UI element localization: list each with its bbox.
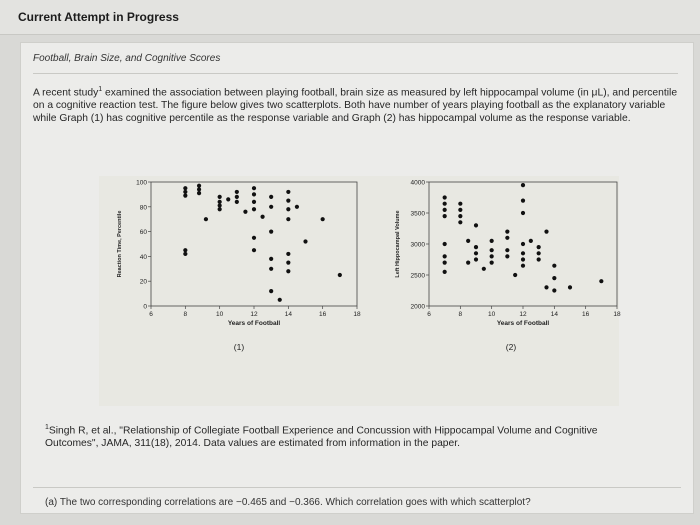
x-tick-label: 8 [458, 311, 463, 318]
data-point [278, 298, 282, 302]
data-point [443, 195, 447, 199]
data-point [286, 190, 290, 194]
divider [33, 73, 678, 74]
intro-text-start: A recent study [33, 87, 99, 99]
x-tick-label: 6 [427, 311, 431, 318]
data-point [260, 215, 264, 219]
scatterplots-svg [99, 176, 619, 406]
data-point [197, 184, 201, 188]
data-point [321, 217, 325, 221]
data-point [537, 251, 541, 255]
top-bar [0, 0, 700, 35]
page-title: Current Attempt in Progress [18, 10, 179, 24]
y-tick-label: 40 [139, 253, 147, 261]
graph-caption: (1) [233, 342, 245, 352]
data-point [269, 289, 273, 293]
data-point [269, 267, 273, 271]
data-point [286, 269, 290, 273]
data-point [505, 248, 509, 252]
y-tick-label: 60 [139, 229, 147, 237]
data-point [490, 239, 494, 243]
data-point [252, 207, 256, 211]
footnote-number: 1 [45, 424, 49, 431]
y-tick-label: 2500 [410, 272, 425, 280]
data-point [490, 248, 494, 252]
data-point [269, 230, 273, 234]
x-tick-label: 8 [183, 311, 188, 318]
data-point [537, 245, 541, 249]
y-tick-label: 0 [143, 303, 147, 311]
x-tick-label: 18 [613, 311, 621, 318]
data-point [269, 195, 273, 199]
graph-caption: (2) [505, 342, 517, 352]
data-point [443, 242, 447, 246]
data-point [197, 187, 201, 191]
x-tick-label: 6 [149, 311, 153, 318]
data-point [443, 254, 447, 258]
data-point [269, 205, 273, 209]
data-point [537, 257, 541, 261]
data-point [474, 257, 478, 261]
data-point [286, 199, 290, 203]
data-point [252, 186, 256, 190]
data-point [482, 267, 486, 271]
data-point [513, 273, 517, 277]
x-tick-label: 18 [353, 311, 361, 318]
y-axis-label: Left Hippocampal Volume [395, 210, 401, 278]
data-point [252, 248, 256, 252]
data-point [505, 230, 509, 234]
data-point [521, 199, 525, 203]
data-point [474, 245, 478, 249]
data-point [204, 217, 208, 221]
data-point [443, 270, 447, 274]
data-point [235, 190, 239, 194]
x-tick-label: 14 [550, 311, 558, 318]
data-point [544, 285, 548, 289]
data-point [521, 242, 525, 246]
data-point [443, 202, 447, 206]
data-point [183, 252, 187, 256]
problem-subtitle: Football, Brain Size, and Cognitive Scores [33, 53, 221, 64]
x-tick-label: 10 [216, 311, 224, 318]
problem-card [20, 42, 694, 514]
data-point [252, 236, 256, 240]
x-tick-label: 12 [519, 311, 527, 318]
x-axis-label: Years of Football [496, 320, 550, 327]
intro-text-rest: examined the association between playing football, brain size as measured by left hippocampal volume (in μL), and percentile on a cognitive reaction test. The figure below gives two scatterplots. Both have number of years playing football as the explanatory variable while Graph (1) has cognitive percentile as the response variable and Graph (2) has hippocampal volume as the response variable. [33, 87, 678, 125]
data-point [443, 214, 447, 218]
data-point [521, 257, 525, 261]
data-point [599, 279, 603, 283]
data-point [458, 214, 462, 218]
data-point [544, 230, 548, 234]
data-point [183, 190, 187, 194]
data-point [303, 239, 307, 243]
x-tick-label: 12 [250, 311, 258, 318]
data-point [226, 197, 230, 201]
data-point [286, 217, 290, 221]
problem-intro [33, 83, 683, 125]
x-tick-label: 10 [488, 311, 496, 318]
data-point [529, 239, 533, 243]
data-point [183, 248, 187, 252]
question-a: (a) The two corresponding correlations are −0.465 and −0.366. Which correlation goes with which scatterplot? [45, 497, 531, 508]
footnote [45, 421, 645, 450]
data-point [286, 207, 290, 211]
data-point [466, 261, 470, 265]
footnote-text: Singh R, et al., "Relationship of Collegiate Football Experience and Concussion with Hippocampal Volume and Cognitive Outcomes", JAMA, 311(18), 2014. Data values are estimated from information in the paper. [45, 425, 598, 450]
data-point [235, 200, 239, 204]
x-tick-label: 14 [284, 311, 292, 318]
data-point [521, 251, 525, 255]
data-point [505, 236, 509, 240]
data-point [243, 210, 247, 214]
data-point [286, 252, 290, 256]
data-point [458, 208, 462, 212]
x-tick-label: 16 [319, 311, 327, 318]
data-point [218, 195, 222, 199]
data-point [338, 273, 342, 277]
y-tick-label: 20 [139, 278, 147, 286]
scatterplot-figure [99, 176, 619, 406]
data-point [443, 261, 447, 265]
y-tick-label: 4000 [410, 179, 425, 187]
y-tick-label: 80 [139, 204, 147, 212]
data-point [521, 264, 525, 268]
data-point [458, 220, 462, 224]
footnote-marker: 1 [98, 86, 103, 93]
data-point [295, 205, 299, 209]
y-tick-label: 3000 [410, 241, 425, 249]
data-point [552, 264, 556, 268]
data-point [521, 183, 525, 187]
data-point [552, 276, 556, 280]
data-point [521, 211, 525, 215]
data-point [443, 208, 447, 212]
data-point [218, 200, 222, 204]
data-point [552, 288, 556, 292]
data-point [235, 195, 239, 199]
data-point [286, 261, 290, 265]
data-point [197, 191, 201, 195]
y-tick-label: 100 [136, 179, 147, 187]
y-axis-label: Reaction Time, Percentile [117, 210, 123, 278]
data-point [252, 200, 256, 204]
data-point [183, 186, 187, 190]
data-point [490, 261, 494, 265]
data-point [218, 203, 222, 207]
x-axis-label: Years of Football [227, 320, 281, 327]
data-point [269, 257, 273, 261]
data-point [568, 285, 572, 289]
data-point [458, 202, 462, 206]
y-tick-label: 2000 [410, 303, 425, 311]
data-point [183, 194, 187, 198]
x-tick-label: 16 [582, 311, 590, 318]
y-tick-label: 3500 [410, 210, 425, 218]
data-point [474, 251, 478, 255]
data-point [505, 254, 509, 258]
data-point [218, 207, 222, 211]
data-point [474, 223, 478, 227]
data-point [466, 239, 470, 243]
data-point [490, 254, 494, 258]
divider [33, 487, 681, 488]
data-point [252, 192, 256, 196]
